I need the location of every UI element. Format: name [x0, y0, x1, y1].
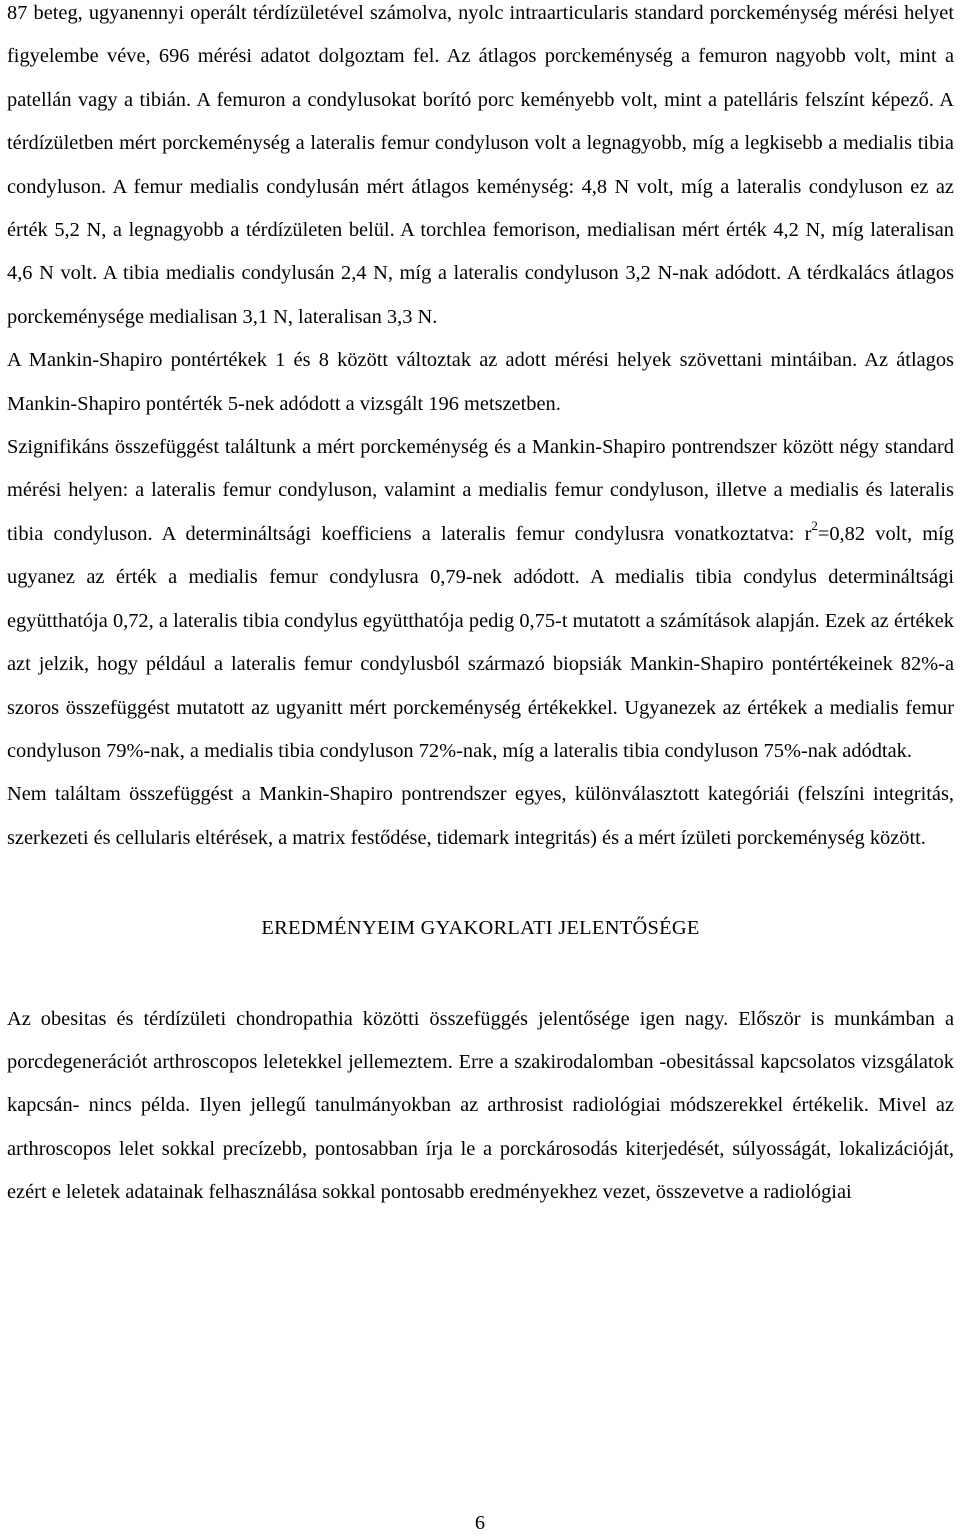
correlation-text-end: =0,82 volt, míg ugyanez az érték a medialis femur condylusra 0,79-nek adódott. A medialis tibia condylus determináltsági együtthatója 0,72, a lateralis tibia condylus együtthatója pedig 0,75-t mutatott a számítások alapján. Ezek az értékek azt jelzik, hogy például a lateralis femur condylusból származó biopsiák Mankin-Shapiro pontértékeinek 82%-a szoros összefüggést mutatott az ugyanitt mért porckeménység értékekkel. Ugyanezek az értékek a medialis femur condyluson 79%-nak, a medialis tibia condyluson 72%-nak, míg a lateralis tibia condyluson 75%-nak adódtak. [7, 522, 954, 762]
paragraph-no-correlation: Nem találtam összefüggést a Mankin-Shapiro pontrendszer egyes, különválasztott kategóriái (felszíni integritás, szerkezeti és cellularis eltérések, a matrix festődése, tidemark integritás) és a mért ízületi porckeménység között. [7, 783, 954, 849]
paragraph-correlation [7, 426, 954, 773]
section-heading: EREDMÉNYEIM GYAKORLATI JELENTŐSÉGE [261, 917, 700, 940]
document-page [7, 0, 954, 1215]
correlation-text-start: Szignifikáns összefüggést találtunk a mért porckeménység és a Mankin-Shapiro pontrendszer között négy standard mérési helyen: a lateralis femur condyluson, valamint a medialis femur condyluson, illetve a medialis és lateralis tibia condyluson. A determináltsági koefficiens a lateralis femur condylusra vonatkoztatva: r [7, 436, 954, 545]
page-number: 6 [474, 1512, 486, 1534]
paragraph-obesity-significance: Az obesitas és térdízületi chondropathia közötti összefüggés jelentősége igen nagy. Először is munkámban a porcdegenerációt arthroscopos leletekkel jellemeztem. Erre a szakirodalomban -obesitással kapcsolatos vizsgálatok kapcsán- nincs példa. Ilyen jellegű tanulmányokban az arthrosist radiológiai módszerekkel értékelik. Mivel az arthroscopos lelet sokkal precízebb, pontosabban írja le a porckárosodás kiterjedését, súlyosságát, lokalizációját, ezért e leletek adatainak felhasználása sokkal pontosabb eredményekhez vezet, összevetve a radiológiai [7, 1007, 954, 1204]
r-squared-superscript: 2 [811, 518, 818, 534]
paragraph-mankin-shapiro-scores: A Mankin-Shapiro pontértékek 1 és 8 között változtak az adott mérési helyek szövettani mintáiban. Az átlagos Mankin-Shapiro pontérték 5-nek adódott a vizsgált 196 metszetben. [7, 349, 954, 415]
paragraph-results-hardness: 87 beteg, ugyanennyi operált térdízületével számolva, nyolc intraarticularis standard porckeménység mérési helyet figyelembe véve, 696 mérési adatot dolgoztam fel. Az átlagos porckeménység a femuron nagyobb volt, mint a patellán vagy a tibián. A femuron a condylusokat borító porc keményebb volt, mint a patelláris felszínt képező. A térdízületben mért porckeménység a lateralis femur condyluson volt a legnagyobb, míg a legkisebb a medialis tibia condyluson. A femur medialis condylusán mért átlagos keménység: 4,8 N volt, míg a lateralis condyluson ez az érték 5,2 N, a legnagyobb a térdízületen belül. A torchlea femorison, medialisan mért érték 4,2 N, míg lateralisan 4,6 N volt. A tibia medialis condylusán 2,4 N, míg a lateralis condyluson 3,2 N-nak adódott. A térdkalács átlagos porckeménysége medialisan 3,1 N, lateralisan 3,3 N. [7, 2, 954, 328]
